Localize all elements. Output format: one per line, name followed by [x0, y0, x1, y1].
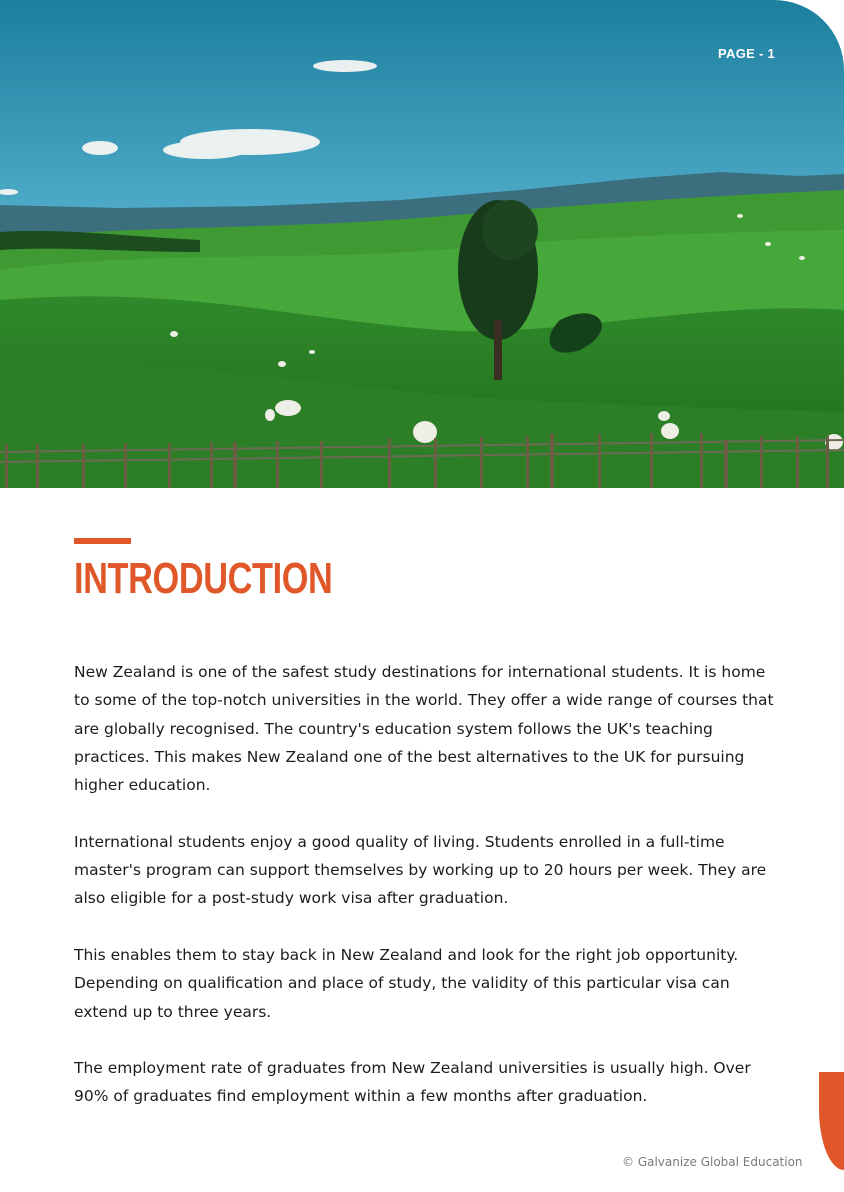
- footer-copyright: © Galvanize Global Education: [622, 1155, 803, 1169]
- landscape-illustration: [0, 0, 844, 488]
- section-heading: INTRODUCTION: [74, 554, 333, 603]
- paragraph: This enables them to stay back in New Zealand and look for the right job opportunity. Depending on qualification and place of study, the validity of this particular visa can extend up to three years.: [74, 945, 739, 1021]
- paragraph: New Zealand is one of the safest study destinations for international students. It is home to some of the top-notch universities in the world. They offer a wide range of courses that are globally recognised. The country's education system follows the UK's teaching practices. This makes New Zealand one of the best alternatives to the UK for pursuing higher education.: [74, 663, 774, 795]
- paragraph: The employment rate of graduates from New Zealand universities is usually high. Over 90% of graduates find employment within a few months after graduation.: [74, 1059, 751, 1106]
- page-number: PAGE - 1: [718, 46, 776, 61]
- paragraph: International students enjoy a good quality of living. Students enrolled in a full-time master's program can support themselves by working up to 20 hours per week. They are also eligible for a post-study work visa after graduation.: [74, 832, 767, 908]
- body-text: [74, 658, 774, 1139]
- hero-image: [0, 0, 844, 488]
- heading-accent-bar: [74, 538, 131, 544]
- decorative-side-tab: [819, 1072, 844, 1170]
